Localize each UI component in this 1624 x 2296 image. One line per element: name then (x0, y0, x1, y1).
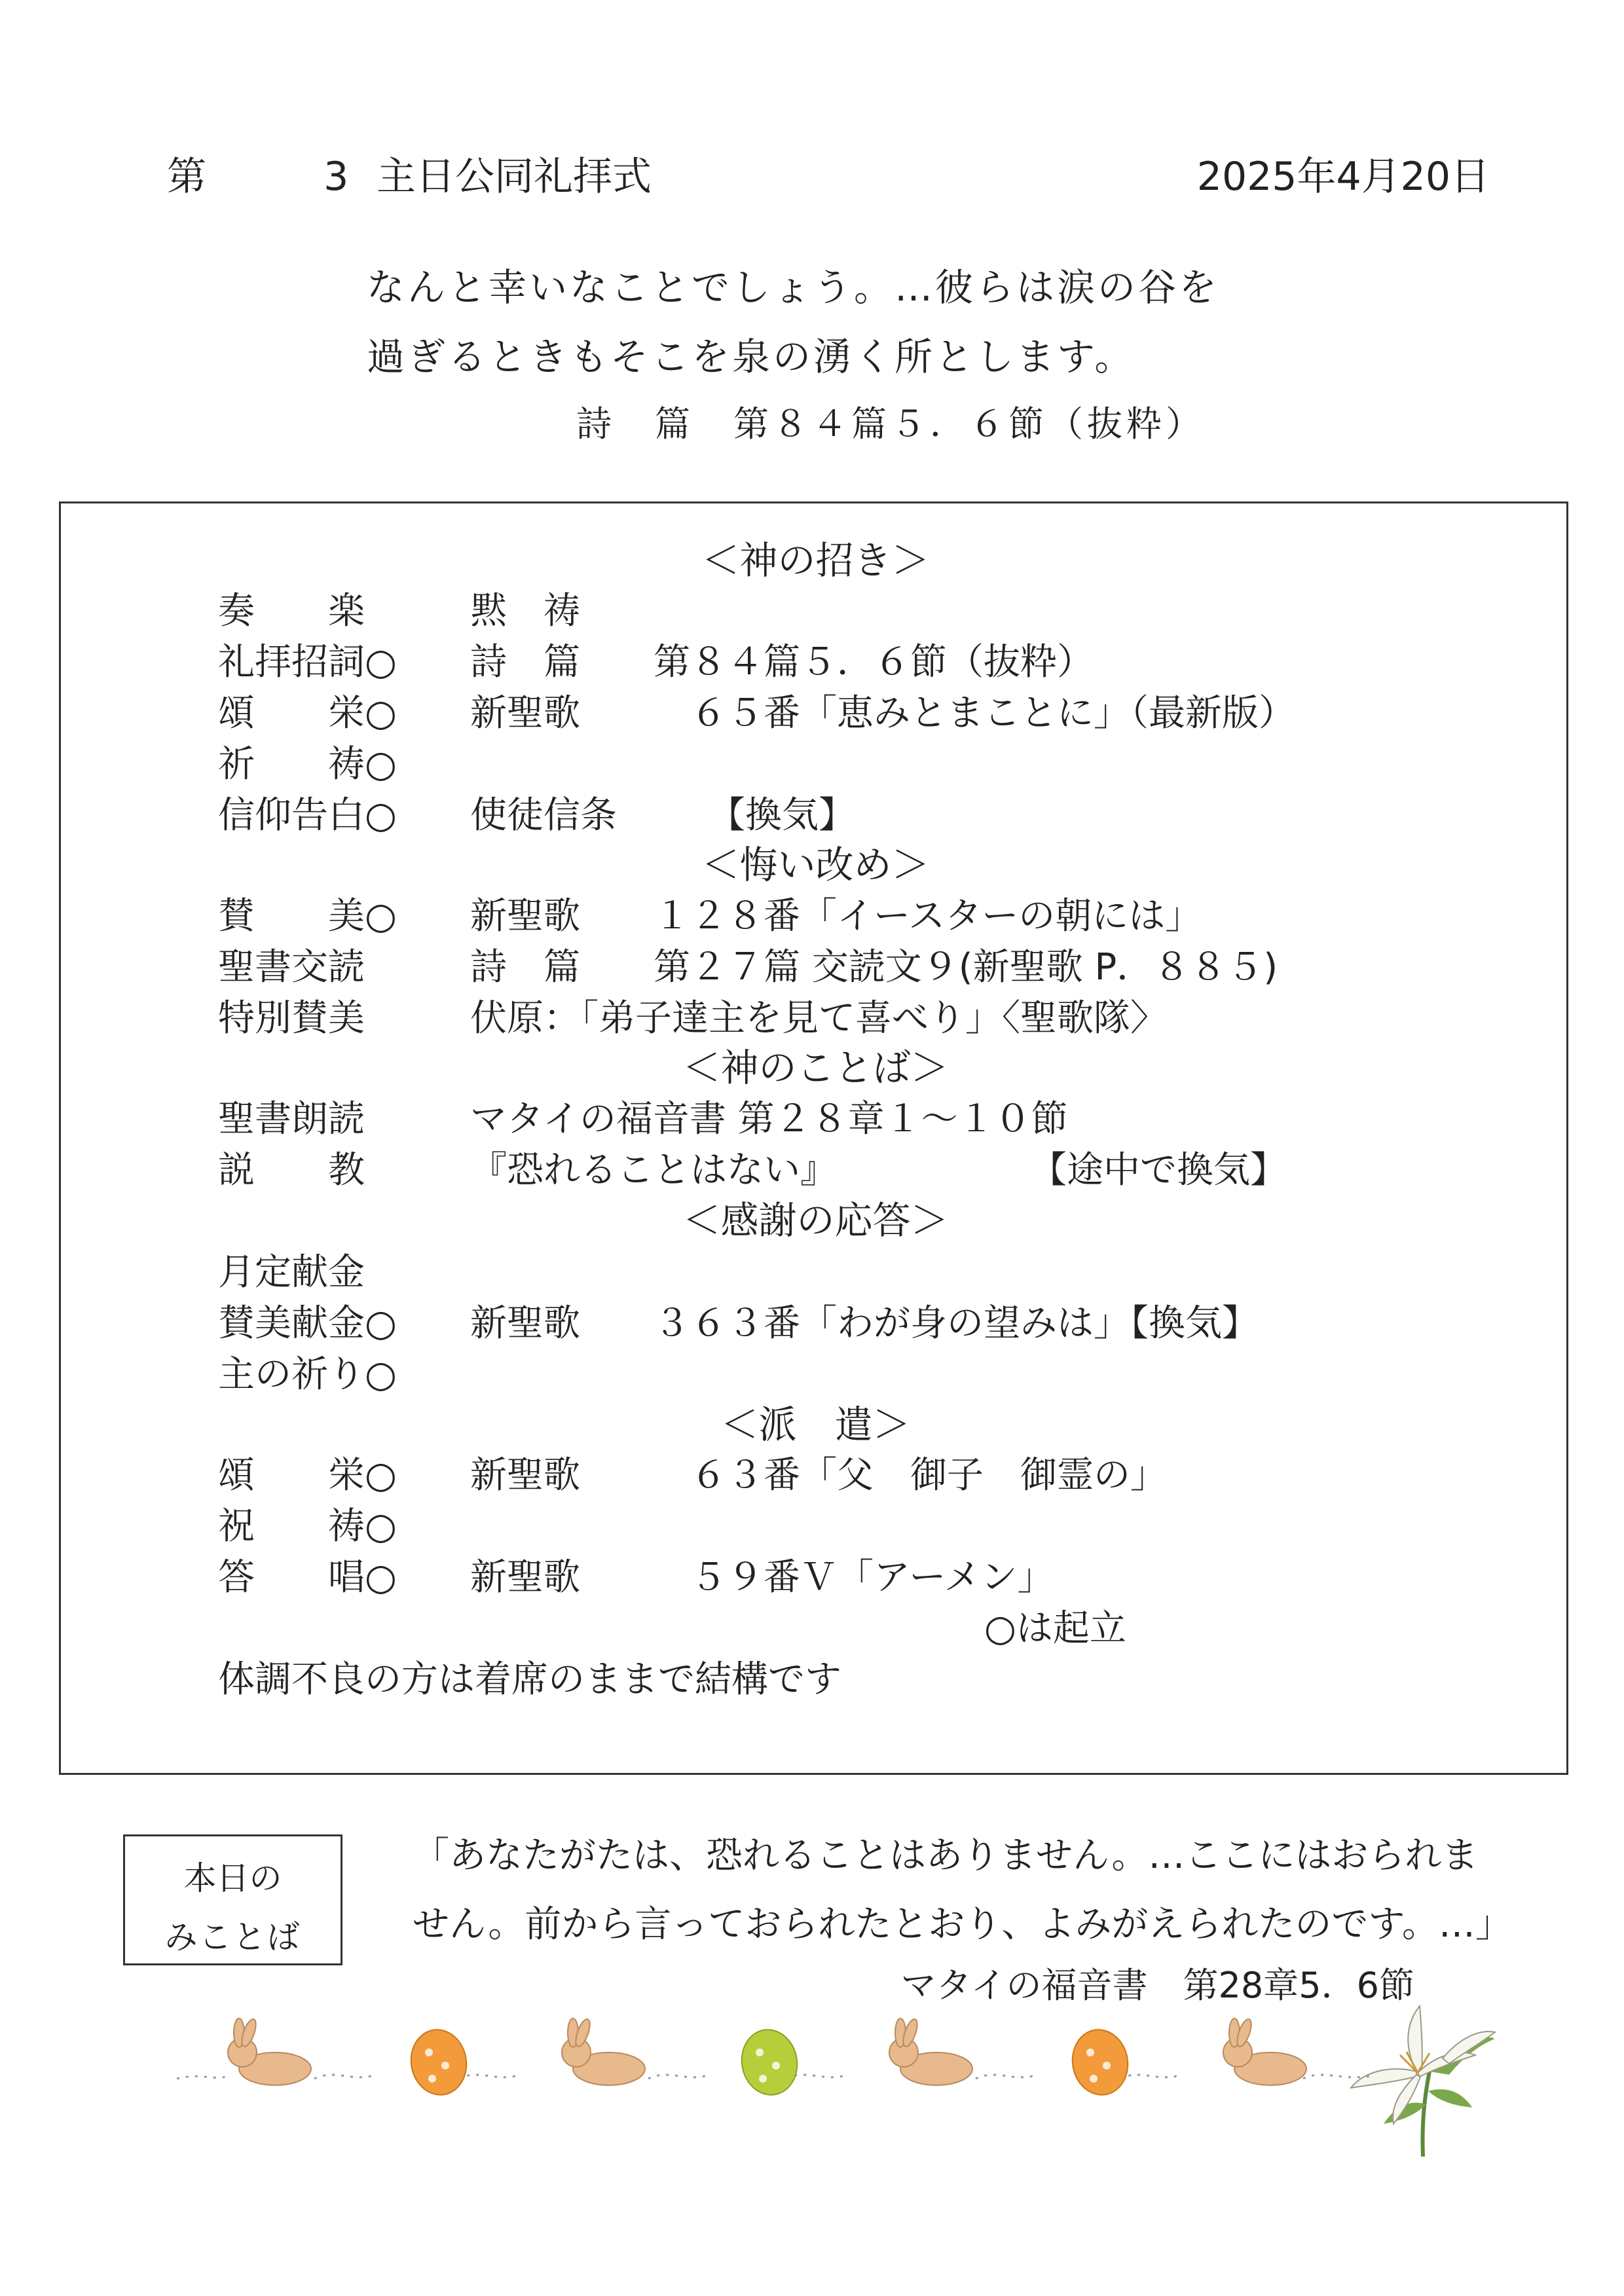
todays-verse-line-1: 「あなたがたは、恐れることはありません。…ここにはおられま (413, 1834, 1479, 1877)
item-label: 特別賛美 (218, 997, 365, 1040)
item-content: 使徒信条 【換気】 (470, 794, 855, 837)
epigraph-line-2: 過ぎるときもそこを泉の湧く所とします。 (367, 335, 1135, 379)
section-sending: ＜派 遣＞ (720, 1402, 911, 1447)
todays-word-label-line-2: みことば (164, 1918, 301, 1956)
health-note: 体調不良の方は着席のままで結構です (218, 1658, 841, 1701)
item-label: 主の祈り○ (218, 1353, 397, 1396)
epigraph-reference: 詩 篇 第８４篇５．６節（抜粋） (576, 403, 1205, 445)
item-label: 頌 栄○ (218, 692, 397, 735)
item-content: 詩 篇 第２７篇 交読文９(新聖歌 P．８８５) (470, 946, 1278, 989)
service-title: 主日公同礼拝式 (377, 154, 652, 200)
standing-note: ○は起立 (984, 1607, 1126, 1650)
todays-word-label-line-1: 本日の (183, 1859, 282, 1897)
todays-verse-line-2: せん。前から言っておられたとおり、よみがえられたのです。…」 (413, 1903, 1512, 1946)
item-label: 説 教 (218, 1149, 365, 1192)
easter-border-icon (177, 2016, 1421, 2102)
item-label: 奏 楽 (218, 590, 365, 632)
item-content: 新聖歌 ３６３番「わが身の望みは」【換気】 (470, 1302, 1259, 1345)
item-label: 聖書朗読 (218, 1098, 365, 1140)
item-content: マタイの福音書 第２８章１～１０節 (470, 1098, 1068, 1140)
item-content: 新聖歌 ６５番「恵みとまことに」（最新版） (470, 692, 1295, 735)
todays-verse-reference: マタイの福音書 第28章5．6節 (900, 1965, 1414, 2006)
item-label: 頌 栄○ (218, 1454, 397, 1497)
service-date: 2025年4月20日 (1196, 154, 1490, 200)
item-content: 詩 篇 第８４篇５．６節（抜粋） (470, 641, 1094, 683)
todays-word-label (123, 1834, 342, 1965)
section-word: ＜神のことば＞ (682, 1046, 949, 1090)
sermon-ventilation-note: 【途中で換気】 (1030, 1149, 1287, 1192)
epigraph-line-1: なんと幸いなことでしょう。…彼らは涙の谷を (367, 265, 1220, 310)
section-repentance: ＜悔い改め＞ (701, 843, 930, 887)
item-label: 答 唱○ (218, 1556, 397, 1599)
service-number: 第 3 (167, 154, 401, 200)
item-label: 月定献金 (218, 1251, 365, 1294)
item-content: 伏原：「弟子達主を見て喜べり」〈聖歌隊〉 (470, 997, 1167, 1040)
section-response: ＜感謝の応答＞ (682, 1198, 949, 1243)
item-label: 信仰告白○ (218, 794, 397, 837)
item-label: 賛美献金○ (218, 1302, 397, 1345)
item-content: 新聖歌 １２８番「イースターの朝には」 (470, 895, 1202, 938)
item-content: 新聖歌 ６３番「父 御子 御霊の」 (470, 1454, 1167, 1497)
item-label: 聖書交読 (218, 946, 365, 989)
section-invitation: ＜神の招き＞ (701, 538, 930, 583)
item-content: 黙 祷 (470, 590, 580, 632)
item-content: 『恐れることはない』 (470, 1149, 837, 1192)
item-label: 礼拝招詞○ (218, 641, 397, 683)
item-label: 賛 美○ (218, 895, 397, 938)
item-content: 新聖歌 ５９番Ｖ「アーメン」 (470, 1556, 1054, 1599)
item-label: 祈 祷○ (218, 743, 397, 786)
item-label: 祝 祷○ (218, 1505, 397, 1548)
order-of-service (59, 501, 1568, 1775)
